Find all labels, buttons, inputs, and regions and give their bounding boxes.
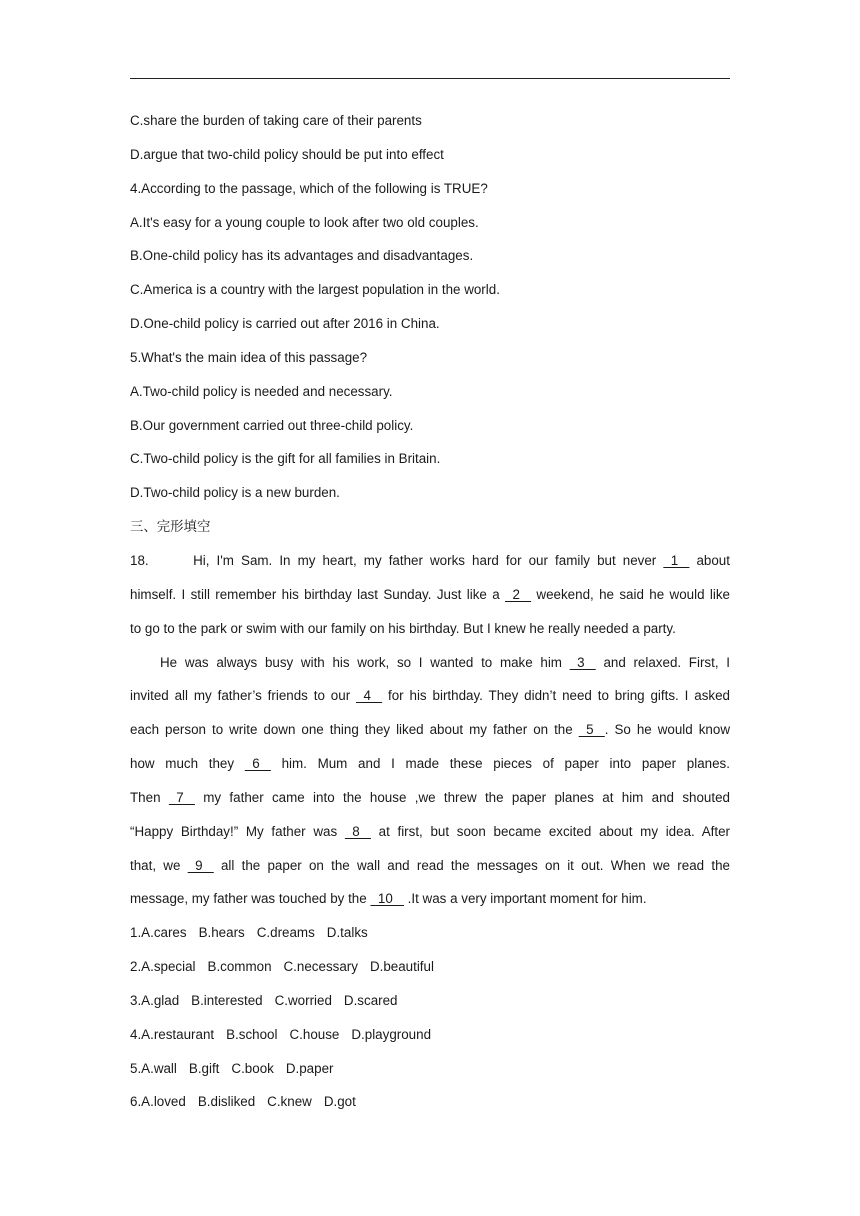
cloze-text: .It was a very important moment for him.	[407, 891, 647, 907]
cloze-line	[130, 715, 730, 749]
cloze-text: all the paper on the wall and read the messages on it out. When we read the	[220, 857, 730, 873]
question-line: D.argue that two-child policy should be put into effect	[130, 146, 444, 162]
option: 5.A.wall	[130, 1060, 177, 1076]
question-line: B.Our government carried out three-child policy.	[130, 417, 414, 433]
cloze-blank: 4	[356, 688, 383, 704]
option: D.beautiful	[369, 959, 434, 975]
option: B.gift	[188, 1060, 220, 1076]
option: 6.A.loved	[130, 1094, 186, 1110]
cloze-line	[130, 648, 730, 682]
cloze-line	[130, 884, 730, 918]
question-line: 5.What's the main idea of this passage?	[130, 349, 368, 365]
question-line: C.share the burden of taking care of their parents	[130, 113, 422, 128]
question-line: C.Two-child policy is the gift for all families in Britain.	[130, 451, 441, 467]
option: D.talks	[326, 925, 368, 941]
cloze-text: to go to the park or swim with our family on his birthday. But I knew he really needed a party.	[130, 620, 676, 636]
cloze-text: my father came into the house ,we threw the paper planes at him and shouted	[203, 789, 730, 805]
option: B.disliked	[197, 1094, 256, 1110]
question-line: 4.According to the passage, which of the following is TRUE?	[130, 180, 488, 196]
option: B.school	[226, 1026, 278, 1042]
option: D.paper	[285, 1060, 334, 1076]
cloze-line	[130, 681, 730, 715]
option: C.dreams	[256, 925, 315, 941]
option: D.got	[323, 1094, 356, 1110]
cloze-blank: 3	[569, 654, 596, 670]
cloze-text: for his birthday. They didn’t need to bring gifts. I asked	[388, 688, 730, 704]
cloze-line	[130, 749, 730, 783]
cloze-text: message, my father was touched by the	[130, 891, 367, 907]
header-rule	[130, 78, 730, 79]
option: B.interested	[191, 992, 263, 1008]
cloze-text: and relaxed. First, I	[603, 654, 730, 670]
option: 1.A.cares	[130, 925, 187, 941]
question-line: D.Two-child policy is a new burden.	[130, 485, 340, 501]
cloze-line	[130, 817, 730, 851]
cloze-text: . So he would know	[604, 722, 730, 738]
option: C.book	[231, 1060, 274, 1076]
option-row	[130, 1054, 730, 1088]
cloze-text: each person to write down one thing they liked about my father on the	[130, 722, 573, 738]
cloze-blank: 2	[505, 586, 532, 602]
question-line: D.One-child policy is carried out after 2016 in China.	[130, 316, 440, 332]
option-row	[130, 1087, 730, 1121]
cloze-line	[130, 546, 730, 580]
question-line: B.One-child policy has its advantages and disadvantages.	[130, 248, 474, 264]
cloze-blank: 5	[578, 722, 605, 738]
option: 3.A.glad	[130, 992, 180, 1008]
cloze-text: about	[696, 552, 730, 568]
option-row	[130, 1020, 730, 1054]
option: C.knew	[267, 1094, 312, 1110]
option: D.playground	[351, 1026, 432, 1042]
cloze-blank: 9	[187, 857, 214, 873]
option: B.hears	[198, 925, 245, 941]
document-body	[130, 106, 730, 1121]
question-line: A.Two-child policy is needed and necessary.	[130, 383, 393, 399]
section-heading: 三、完形填空	[130, 519, 211, 535]
cloze-blank: 1	[663, 552, 690, 568]
cloze-text: He was always busy with his work, so I wanted to make him	[160, 654, 562, 670]
cloze-line	[130, 851, 730, 885]
cloze-blank: 10	[370, 891, 404, 907]
cloze-text: him. Mum and I made these pieces of paper into paper planes.	[281, 756, 730, 772]
cloze-line	[130, 580, 730, 614]
option: D.scared	[343, 992, 398, 1008]
cloze-text: how much they	[130, 756, 235, 772]
cloze-blank: 8	[344, 823, 371, 839]
option: 2.A.special	[130, 959, 196, 975]
cloze-text: “Happy Birthday!” My father was	[130, 823, 338, 839]
cloze-text: at first, but soon became excited about my idea. After	[378, 823, 730, 839]
cloze-line	[130, 783, 730, 817]
cloze-text: himself. I still remember his birthday last Sunday. Just like a	[130, 586, 500, 602]
cloze-blank: 6	[244, 756, 271, 772]
cloze-text: invited all my father’s friends to our	[130, 688, 351, 704]
question-line: C.America is a country with the largest population in the world.	[130, 282, 500, 298]
option-row	[130, 918, 730, 952]
question-number: 18.	[130, 552, 149, 568]
cloze-line	[130, 614, 730, 648]
option: C.worried	[274, 992, 332, 1008]
cloze-text: Then	[130, 789, 161, 805]
cloze-text: Hi, I'm Sam. In my heart, my father works hard for our family but never	[193, 552, 657, 568]
option: C.necessary	[283, 959, 358, 975]
option: 4.A.restaurant	[130, 1026, 215, 1042]
cloze-blank: 7	[168, 789, 195, 805]
option-row	[130, 986, 730, 1020]
question-line: A.It's easy for a young couple to look after two old couples.	[130, 214, 479, 230]
option: C.house	[289, 1026, 340, 1042]
option: B.common	[207, 959, 272, 975]
cloze-text: weekend, he said he would like	[536, 586, 730, 602]
option-row	[130, 952, 730, 986]
cloze-text: that, we	[130, 857, 181, 873]
